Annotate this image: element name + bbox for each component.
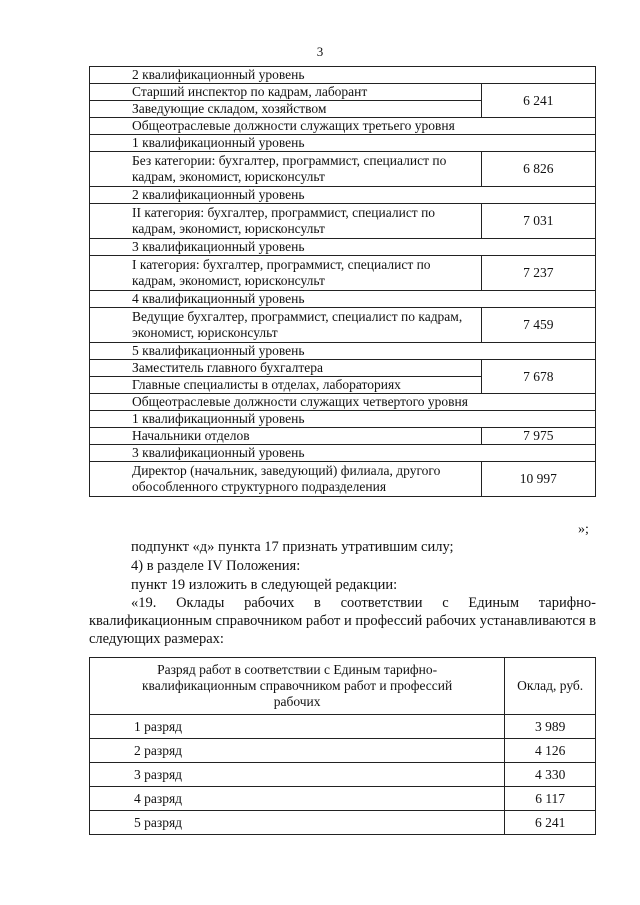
salary-value: 7 237: [481, 256, 595, 291]
salary-value: 7 975: [481, 428, 595, 445]
paragraph: 4) в разделе IV Положения:: [131, 558, 301, 574]
salary-cell: 6 241: [505, 811, 596, 835]
qualification-level: 3 квалификационный уровень: [90, 445, 596, 462]
position-name: Начальники отделов: [90, 428, 482, 445]
column-header-salary: Оклад, руб.: [505, 658, 596, 715]
qualification-level: 1 квалификационный уровень: [90, 135, 596, 152]
grade-cell: 2 разряд: [90, 739, 505, 763]
salary-cell: 3 989: [505, 715, 596, 739]
position-group: Общеотраслевые должности служащих третьего уровня: [90, 118, 596, 135]
worker-grades-table: [89, 657, 596, 835]
positions-salary-table: [89, 66, 596, 497]
qualification-level: 4 квалификационный уровень: [90, 291, 596, 308]
salary-cell: 4 126: [505, 739, 596, 763]
qualification-level: 2 квалификационный уровень: [90, 67, 596, 84]
column-header-grade: Разряд работ в соответствии с Единым тарифно-квалификационным справочником работ и профессий рабочих: [90, 658, 505, 715]
quote-close: »;: [578, 522, 589, 537]
qualification-level: 3 квалификационный уровень: [90, 239, 596, 256]
paragraph: пункт 19 изложить в следующей редакции:: [131, 577, 398, 593]
salary-value: 10 997: [481, 462, 595, 497]
position-name: Старший инспектор по кадрам, лаборант: [90, 84, 482, 101]
qualification-level: 2 квалификационный уровень: [90, 187, 596, 204]
salary-cell: 4 330: [505, 763, 596, 787]
paragraph: «19. Оклады рабочих в соответствии с Единым тарифно-квалификационным справочником работ и профессий рабочих устанавливаются в следующих размерах:: [89, 595, 597, 647]
position-name: II категория: бухгалтер, программист, специалист по кадрам, экономист, юрисконсульт: [90, 204, 482, 239]
salary-value: 7 459: [481, 308, 595, 343]
salary-value: 7 678: [481, 360, 595, 394]
grade-cell: 3 разряд: [90, 763, 505, 787]
qualification-level: 5 квалификационный уровень: [90, 343, 596, 360]
position-name: Директор (начальник, заведующий) филиала, другого обособленного структурного подразделения: [90, 462, 482, 497]
qualification-level: 1 квалификационный уровень: [90, 411, 596, 428]
position-name: Заместитель главного бухгалтера: [90, 360, 482, 377]
salary-cell: 6 117: [505, 787, 596, 811]
position-name: Ведущие бухгалтер, программист, специалист по кадрам, экономист, юрисконсульт: [90, 308, 482, 343]
salary-value: 7 031: [481, 204, 595, 239]
grade-cell: 1 разряд: [90, 715, 505, 739]
salary-value: 6 826: [481, 152, 595, 187]
position-name: Заведующие складом, хозяйством: [90, 101, 482, 118]
position-name: I категория: бухгалтер, программист, специалист по кадрам, экономист, юрисконсульт: [90, 256, 482, 291]
paragraph: подпункт «д» пункта 17 признать утратившим силу;: [131, 539, 454, 555]
grade-cell: 4 разряд: [90, 787, 505, 811]
grade-cell: 5 разряд: [90, 811, 505, 835]
position-group: Общеотраслевые должности служащих четвертого уровня: [90, 394, 596, 411]
salary-value: 6 241: [481, 84, 595, 118]
page-number: 3: [316, 44, 324, 59]
position-name: Главные специалисты в отделах, лабораториях: [90, 377, 482, 394]
position-name: Без категории: бухгалтер, программист, специалист по кадрам, экономист, юрисконсульт: [90, 152, 482, 187]
